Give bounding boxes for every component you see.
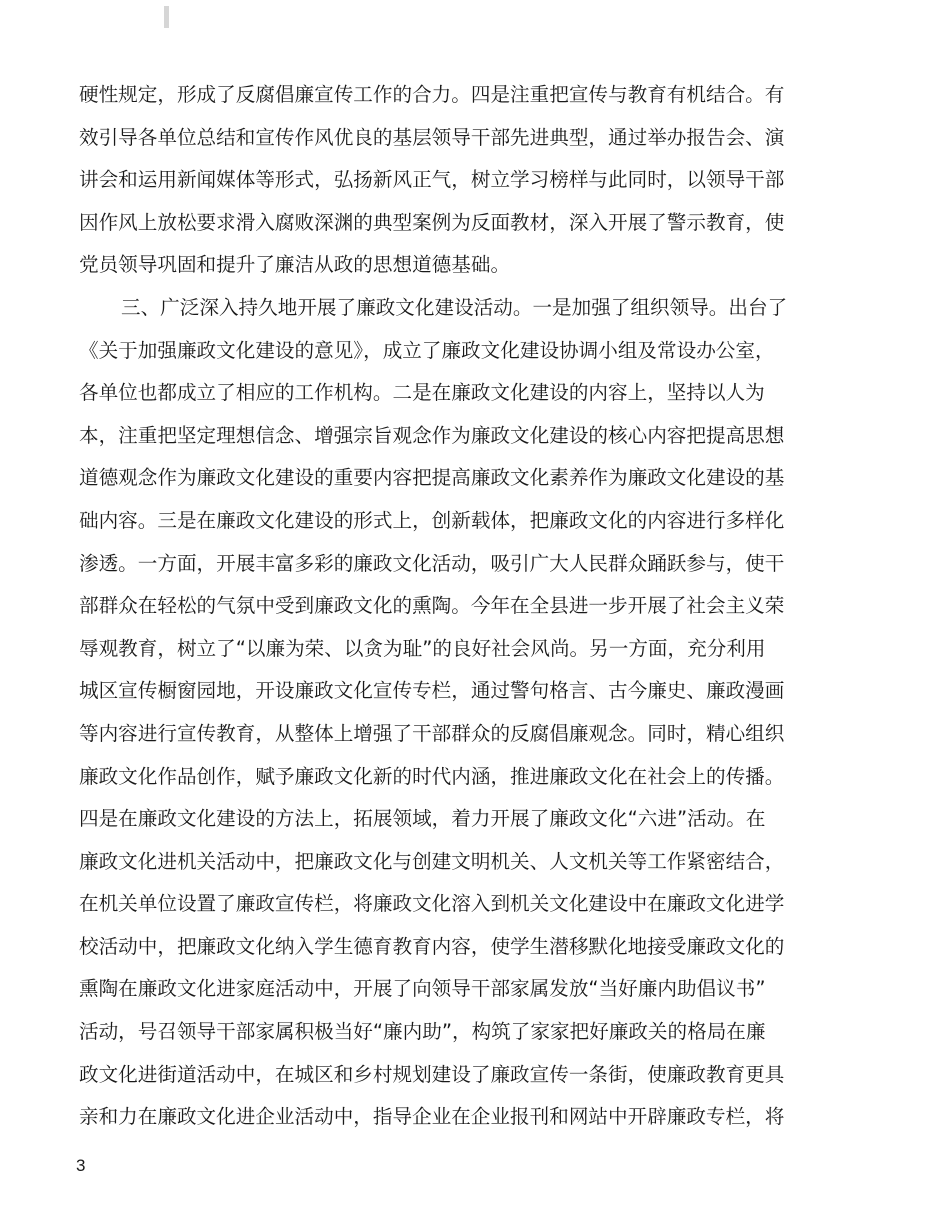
text-line: 党员领导巩固和提升了廉洁从政的思想道德基础。 <box>79 253 511 277</box>
text-line: 效引导各单位总结和宣传作风优良的基层领导干部先进典型，通过举办报告会、演 <box>79 125 785 149</box>
text-line: 辱观教育，树立了“以廉为荣、以贪为耻”的良好社会风尚。另一方面，充分利用 <box>79 636 766 660</box>
text-line: 城区宣传橱窗园地，开设廉政文化宣传专栏，通过警句格言、古今廉史、廉政漫画 <box>79 679 785 703</box>
paragraph-start-line: 三、广泛深入持久地开展了廉政文化建设活动。一是加强了组织领导。出台了 <box>121 295 788 319</box>
text-line: 各单位也都成立了相应的工作机构。二是在廉政文化建设的内容上，坚持以人为 <box>79 381 765 405</box>
text-line: 本，注重把坚定理想信念、增强宗旨观念作为廉政文化建设的核心内容把提高思想 <box>79 423 785 447</box>
text-line: 校活动中，把廉政文化纳入学生德育教育内容，使学生潜移默化地接受廉政文化的 <box>79 934 785 958</box>
text-line: 政文化进街道活动中，在城区和乡村规划建设了廉政宣传一条街，使廉政教育更具 <box>79 1062 785 1086</box>
top-edge-mark <box>164 6 169 28</box>
text-line: 道德观念作为廉政文化建设的重要内容把提高廉政文化素养作为廉政文化建设的基 <box>79 466 785 490</box>
text-line: 渗透。一方面，开展丰富多彩的廉政文化活动，吸引广大人民群众踊跃参与，使干 <box>79 551 785 575</box>
document-body <box>79 74 819 1139</box>
text-line: 熏陶在廉政文化进家庭活动中，开展了向领导干部家属发放“当好廉内助倡议书” <box>79 977 766 1001</box>
page-number: 3 <box>76 1156 86 1175</box>
text-line: 部群众在轻松的气氛中受到廉政文化的熏陶。今年在全县进一步开展了社会主义荣 <box>79 594 785 618</box>
text-line: 等内容进行宣传教育，从整体上增强了干部群众的反腐倡廉观念。同时，精心组织 <box>79 721 785 745</box>
text-line: 廉政文化作品创作，赋予廉政文化新的时代内涵，推进廉政文化在社会上的传播。 <box>79 764 785 788</box>
text-line: 亲和力在廉政文化进企业活动中，指导企业在企业报刊和网站中开辟廉政专栏，将 <box>79 1105 785 1129</box>
text-line: 因作风上放松要求滑入腐败深渊的典型案例为反面教材，深入开展了警示教育，使 <box>79 210 785 234</box>
text-line: 《关于加强廉政文化建设的意见》，成立了廉政文化建设协调小组及常设办公室， <box>79 338 775 362</box>
text-line: 讲会和运用新闻媒体等形式，弘扬新风正气，树立学习榜样与此同时，以领导干部 <box>79 168 785 192</box>
text-line: 础内容。三是在廉政文化建设的形式上，创新载体，把廉政文化的内容进行多样化 <box>79 508 785 532</box>
text-line: 在机关单位设置了廉政宣传栏，将廉政文化溶入到机关文化建设中在廉政文化进学 <box>79 892 785 916</box>
text-line: 四是在廉政文化建设的方法上，拓展领域，着力开展了廉政文化“六进”活动。在 <box>79 807 766 831</box>
text-line: 活动，号召领导干部家属积极当好“廉内助”，构筑了家家把好廉政关的格局在廉 <box>79 1020 766 1044</box>
text-line: 廉政文化进机关活动中，把廉政文化与创建文明机关、人文机关等工作紧密结合， <box>79 849 785 873</box>
text-line: 硬性规定，形成了反腐倡廉宣传工作的合力。四是注重把宣传与教育有机结合。有 <box>79 83 785 106</box>
